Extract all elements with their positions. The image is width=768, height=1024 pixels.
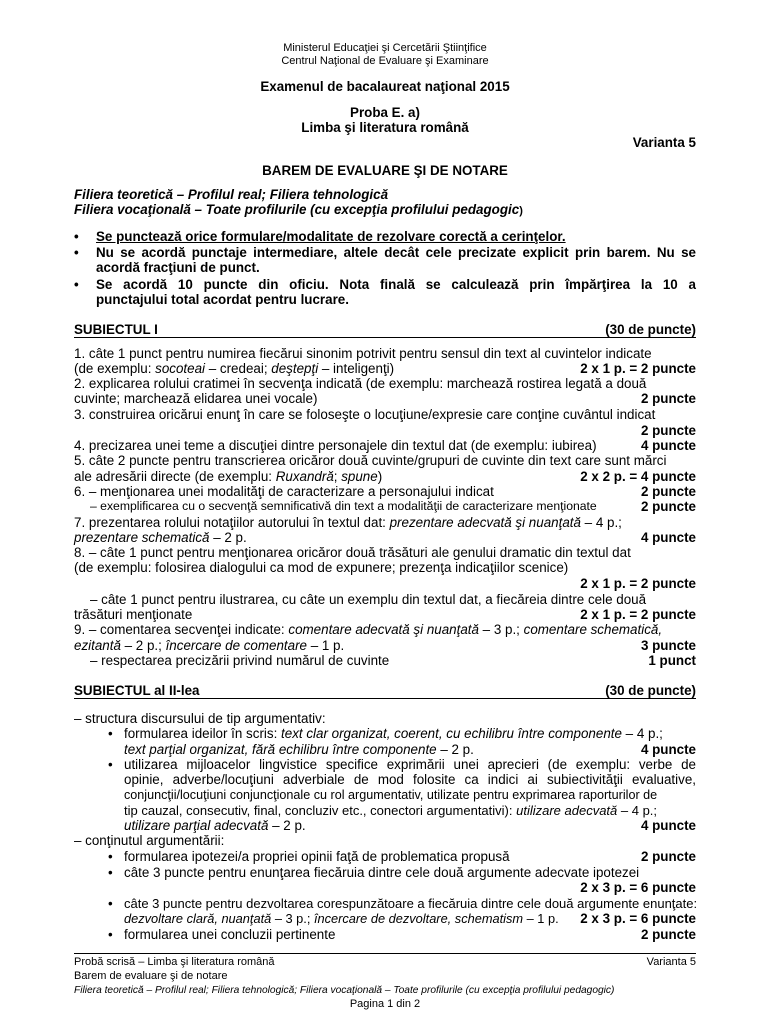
footer-line-3: Filiera teoretică – Profilul real; Filiera tehnologică; Filiera vocaţională – Toate profilurile (cu excepţia profilului pedagogic) xyxy=(74,985,615,996)
s2-text: – 2 p. xyxy=(268,818,306,833)
subiect-1-heading xyxy=(74,322,696,337)
s1-italic: prezentare schematică xyxy=(74,530,210,545)
s1-italic: deştepţi xyxy=(271,361,319,376)
proba-title: Proba E. a) xyxy=(350,105,420,120)
s1-text: 9. – comentarea secvenţei indicate: xyxy=(74,622,289,637)
s1-line-7 xyxy=(74,438,696,453)
barem-title: BAREM DE EVALUARE ŞI DE NOTARE xyxy=(262,163,508,178)
s1-text: 7. prezentarea rolului notaţiilor autorului în textul dat: xyxy=(74,515,390,530)
ministry-name: Ministerul Educaţiei şi Cercetării Ştiinţifice xyxy=(283,42,487,54)
s1-italic: comentare adecvată şi nuanţată xyxy=(288,622,479,637)
s2-score: 2 puncte xyxy=(640,927,696,942)
rule-2-line-1: Nu se acordă punctaje intermediare, altele decât cele precizate explicit prin barem. Nu se xyxy=(96,245,696,260)
s1-text: ale adresării directe (de exemplu: xyxy=(74,469,276,484)
s1-text: cuvinte; marchează elidarea unei vocale) xyxy=(74,391,318,406)
s1-text: – inteligenţi) xyxy=(318,361,395,376)
s1-score: 2 x 1 p. = 2 puncte xyxy=(580,607,696,622)
s1-line-10 xyxy=(74,484,696,499)
s1-score: 4 puncte xyxy=(640,530,696,545)
s2-text: formularea unei concluzii pertinente xyxy=(124,927,336,942)
s2-italic: text clar organizat, coerent, cu echilibru între componente xyxy=(281,726,622,741)
s1-text: 6. – menţionarea unei modalităţi de caracterizare a personajului indicat xyxy=(74,484,494,499)
page-number: Pagina 1 din 2 xyxy=(349,998,421,1010)
s1-text: – 3 p.; xyxy=(478,622,524,637)
variant-label: Varianta 5 xyxy=(632,135,696,150)
section-divider xyxy=(74,698,696,699)
exam-title: Examenul de bacalaureat naţional 2015 xyxy=(260,79,510,94)
bullet-icon: • xyxy=(108,896,113,911)
s1-score: 2 x 2 p. = 4 puncte xyxy=(580,469,696,484)
s2-score: 2 x 3 p. = 6 puncte xyxy=(580,880,696,895)
s1-score: 2 x 1 p. = 2 puncte xyxy=(580,361,696,376)
rule-2-line-2: acordă fracţiuni de punct. xyxy=(96,260,260,275)
s1-italic: socoteai xyxy=(155,361,206,376)
s2-score: 4 puncte xyxy=(640,742,696,757)
bullet-icon: • xyxy=(108,927,113,942)
s1-line-1: 1. câte 1 punct pentru numirea fiecărui sinonim potrivit pentru sensul din text al cuvintelor indicate xyxy=(74,346,652,361)
filiera-line-2-end: ) xyxy=(519,205,523,217)
s1-text: ) xyxy=(377,469,383,484)
s2-line-9: – conţinutul argumentării: xyxy=(74,833,225,848)
s2-text: – 4 p.; xyxy=(621,726,663,741)
s1-score: 1 punct xyxy=(648,653,696,668)
s1-line-4 xyxy=(74,391,696,406)
s2-italic: utilizare parţial adecvată xyxy=(124,818,269,833)
s2-italic: utilizare adecvată xyxy=(516,803,618,818)
s1-score: 2 puncte xyxy=(640,391,696,406)
s1-line-2 xyxy=(74,361,696,376)
s1-text: – respectarea precizării privind numărul de cuvinte xyxy=(90,653,390,668)
s1-italic: Ruxandră xyxy=(275,469,334,484)
s2-text: conjuncţii/locuţiuni conjuncţionale cu rol argumentativ, utilizate pentru exprimarea raporturilor de xyxy=(124,788,658,802)
bullet-icon: • xyxy=(108,757,113,772)
subiect-2-heading xyxy=(74,683,696,698)
s1-italic: comentare schematică, xyxy=(523,622,663,637)
rule-1-line-1: Se punctează orice formulare/modalitate de rezolvare corectă a cerinţelor. xyxy=(96,229,566,244)
subiect-1-title: SUBIECTUL I xyxy=(74,322,158,337)
footer-divider xyxy=(74,953,696,954)
s1-text: – 2 p.; xyxy=(120,638,166,653)
s1-line-21 xyxy=(74,653,696,668)
s2-text: câte 3 puncte pentru dezvoltarea corespunzătoare a fiecăruia dintre cele două argumente enunţate: xyxy=(124,896,698,911)
s1-line-15: (de exemplu: folosirea dialogului ca mod de expunere; prezenţa indicaţiilor scenice) xyxy=(74,560,569,575)
s1-text: (de exemplu: xyxy=(74,361,156,376)
s1-text: – credeai; xyxy=(205,361,272,376)
bullet-icon: • xyxy=(108,849,113,864)
s1-line-8: 5. câte 2 puncte pentru transcrierea oricăror două cuvinte/grupuri de cuvinte din text care sunt mărci xyxy=(74,453,667,468)
rule-3-line-1: Se acordă 10 puncte din oficiu. Nota finală se calculează prin împărţirea la 10 a xyxy=(96,277,696,292)
s2-score: 2 puncte xyxy=(640,849,696,864)
filiera-line-2-text: Filiera vocaţională – Toate profilurile (cu excepţia profilului pedagogic xyxy=(74,202,520,217)
bullet-icon: • xyxy=(74,245,79,260)
s2-score: 2 x 3 p. = 6 puncte xyxy=(580,911,696,926)
s2-score: 4 puncte xyxy=(640,818,696,833)
subiect-2-title: SUBIECTUL al II-lea xyxy=(74,683,200,698)
s2-italic: text parţial organizat, fără echilibru între componente xyxy=(124,742,437,757)
s2-text: câte 3 puncte pentru enunţarea fiecăruia dintre cele două argumente adecvate ipotezei xyxy=(124,865,640,880)
s1-score: 2 puncte xyxy=(640,484,696,499)
s2-text: – 2 p. xyxy=(436,742,474,757)
s2-italic: încercare de dezvoltare, schematism xyxy=(313,911,524,926)
s1-text: ; xyxy=(333,469,342,484)
s1-score: 2 puncte xyxy=(640,423,696,438)
footer-text: Probă scrisă – Limba şi literatura română xyxy=(74,956,275,968)
bullet-icon: • xyxy=(74,277,79,292)
bullet-icon: • xyxy=(108,726,113,741)
s2-text: tip cauzal, consecutiv, final, concluziv etc., conectori argumentativi): xyxy=(124,803,517,818)
s1-italic: ezitantă xyxy=(74,638,121,653)
s1-text: trăsături menţionate xyxy=(74,607,193,622)
subiect-2-points: (30 de puncte) xyxy=(605,683,696,698)
subject-title: Limba şi literatura română xyxy=(301,120,469,135)
bullet-icon: • xyxy=(74,229,79,244)
rule-3-line-2: punctajului total acordat pentru lucrare. xyxy=(96,292,349,307)
s1-italic: spune xyxy=(341,469,378,484)
section-divider xyxy=(74,337,696,338)
s1-line-9 xyxy=(74,469,696,484)
s2-text: formularea ipotezei/a propriei opinii faţă de problematica propusă xyxy=(124,849,510,864)
s1-text: – 4 p.; xyxy=(580,515,622,530)
footer-line-2: Barem de evaluare şi de notare xyxy=(74,970,228,982)
s2-text: – 3 p.; xyxy=(271,911,314,926)
s2-text: formularea ideilor în scris: xyxy=(124,726,282,741)
center-name: Centrul Naţional de Evaluare şi Examinare xyxy=(281,55,489,67)
s1-line-5: 3. construirea oricărui enunţ în care se foloseşte o locuţiune/expresie care conţine cuvântul indicat xyxy=(74,407,656,422)
s1-line-3: 2. explicarea rolului cratimei în secvenţa indicată (de exemplu: marchează rostirea legată a două xyxy=(74,376,647,391)
subiect-1-points: (30 de puncte) xyxy=(605,322,696,337)
s1-line-17 xyxy=(74,592,696,607)
s2-italic: dezvoltare clară, nuanţată xyxy=(124,911,272,926)
s1-line-20 xyxy=(74,638,696,653)
bullet-icon: • xyxy=(108,865,113,880)
filiera-line-2 xyxy=(74,202,696,219)
s1-score: 2 x 1 p. = 2 puncte xyxy=(580,576,696,591)
s1-line-13 xyxy=(74,530,696,545)
s1-score: 4 puncte xyxy=(640,438,696,453)
s1-text: – 1 p. xyxy=(307,638,345,653)
s2-text: – 1 p. xyxy=(523,911,559,926)
s1-italic: prezentare adecvată şi nuanţată xyxy=(389,515,581,530)
s2-text: – 4 p.; xyxy=(617,803,658,818)
s1-line-11 xyxy=(74,499,696,514)
s2-text: opinie, adverbe/locuţiuni adverbiale de mod folosite ca indici ai subiectivităţii evaluative, xyxy=(124,772,696,787)
s2-text: utilizarea mijloacelor lingvistice specifice exprimării unei aprecieri (de exemplu: verbe de xyxy=(124,757,696,772)
s1-line-12 xyxy=(74,515,696,530)
s1-text: 4. precizarea unei teme a discuţiei dintre personajele din textul dat (de exemplu: iubirea) xyxy=(74,438,597,453)
s1-line-18 xyxy=(74,607,696,622)
footer-line-1 xyxy=(74,956,696,969)
s1-text: – 2 p. xyxy=(209,530,247,545)
footer-variant: Varianta 5 xyxy=(646,956,696,968)
s1-line-14: 8. – câte 1 punct pentru menţionarea oricăror două trăsături ale genului dramatic din textul dat xyxy=(74,545,631,560)
s1-score: 2 puncte xyxy=(640,499,696,514)
s1-line-19 xyxy=(74,622,696,637)
s1-text: – câte 1 punct pentru ilustrarea, cu câte un exemplu din textul dat, a fiecăreia dintre cele două xyxy=(90,592,647,607)
s1-score: 3 puncte xyxy=(640,638,696,653)
s1-text: – exemplificarea cu o secvenţă semnificativă din text a modalităţii de caracterizare menţionate xyxy=(90,499,597,513)
s2-line-1: – structura discursului de tip argumentativ: xyxy=(74,711,326,726)
s1-italic: încercare de comentare xyxy=(165,638,307,653)
filiera-line-1: Filiera teoretică – Profilul real; Filiera tehnologică xyxy=(74,187,389,202)
